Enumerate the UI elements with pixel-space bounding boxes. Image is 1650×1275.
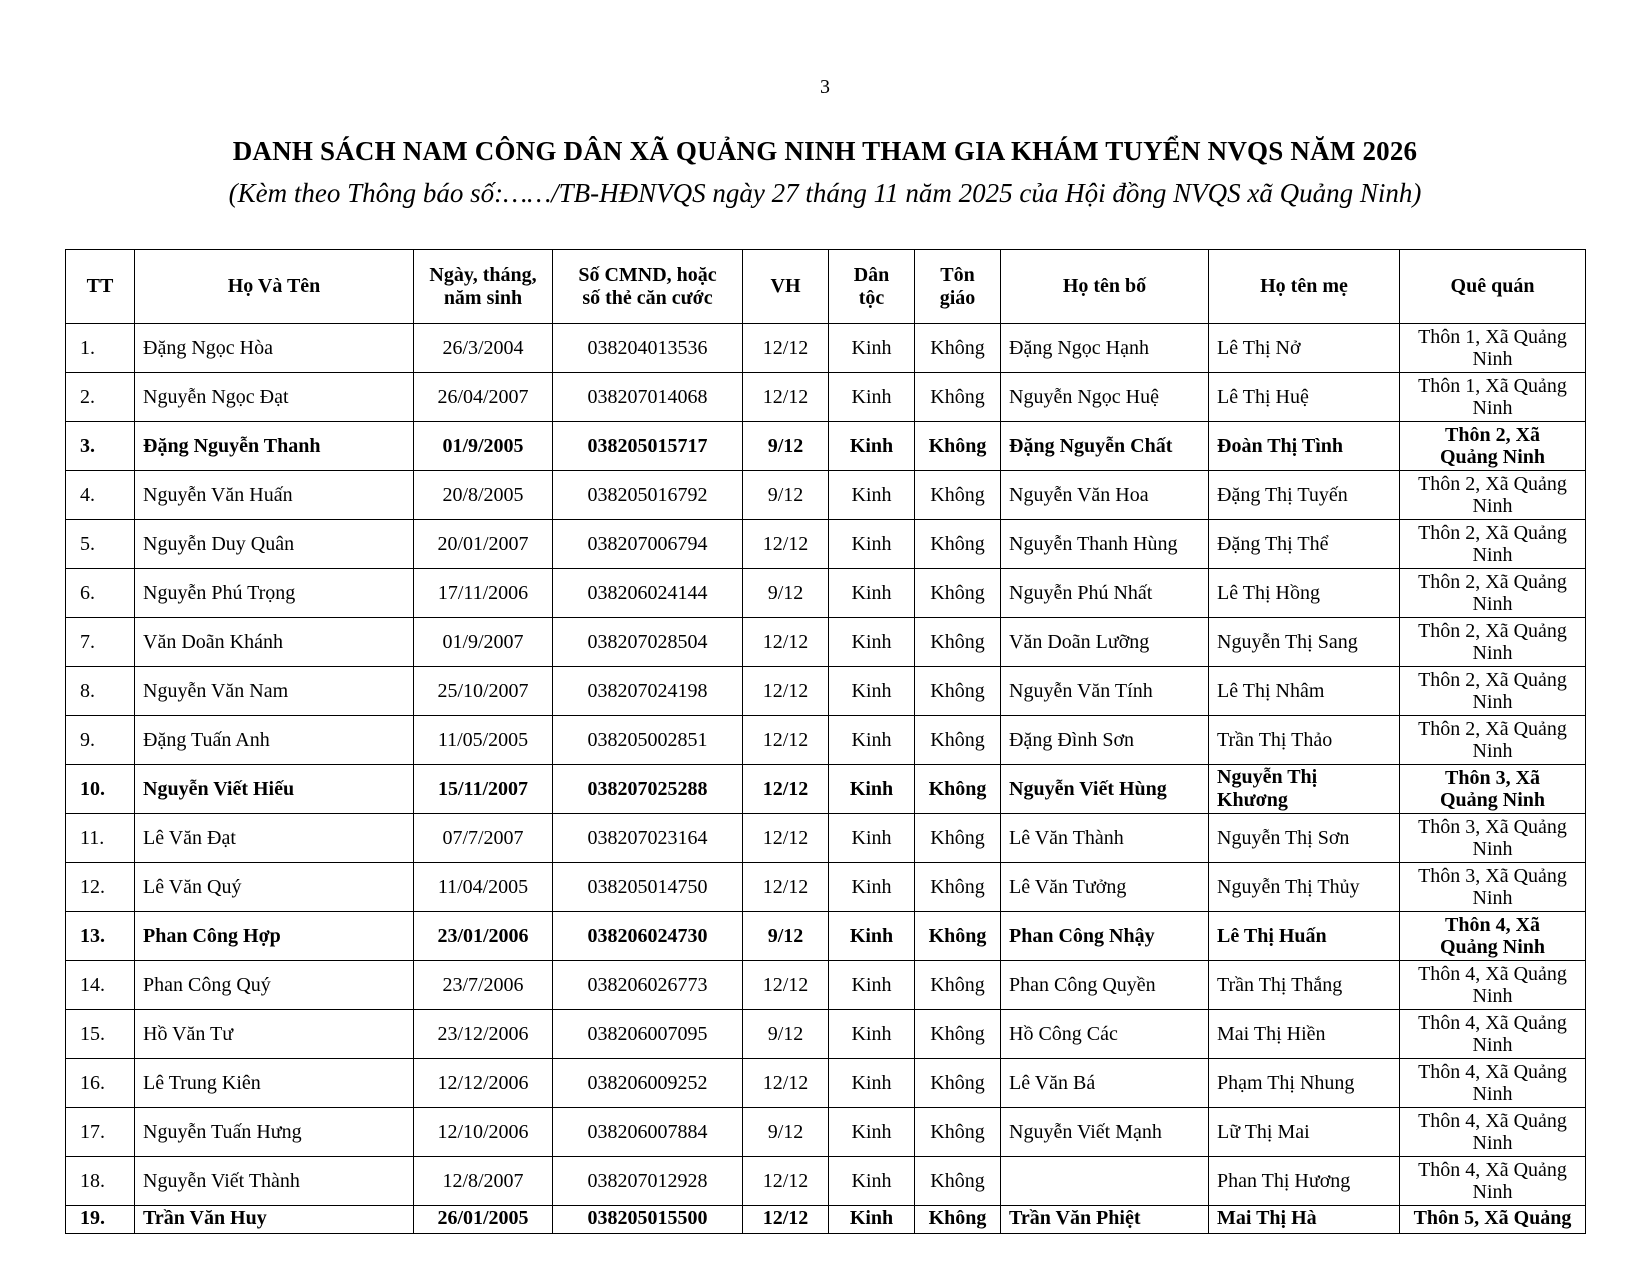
cell-mother: Phan Thị Hương	[1209, 1157, 1400, 1206]
cell-id: 038207024198	[553, 667, 743, 716]
hometown-line-1: Thôn 4, Xã Quảng	[1418, 1061, 1567, 1083]
cell-vh: 9/12	[743, 1010, 829, 1059]
cell-id: 038205015717	[553, 422, 743, 471]
cell-mother: Đặng Thị Thể	[1209, 520, 1400, 569]
cell-father: Đặng Nguyễn Chất	[1001, 422, 1209, 471]
cell-religion: Không	[915, 1108, 1001, 1157]
cell-id: 038206007095	[553, 1010, 743, 1059]
cell-religion: Không	[915, 569, 1001, 618]
header-vh: VH	[743, 250, 829, 324]
hometown-line-1: Thôn 1, Xã Quảng	[1418, 375, 1567, 397]
cell-hometown	[1400, 814, 1586, 863]
cell-father: Nguyễn Thanh Hùng	[1001, 520, 1209, 569]
cell-tt: 16.	[66, 1059, 135, 1108]
cell-hometown	[1400, 961, 1586, 1010]
table-row	[66, 961, 1586, 1010]
cell-dob: 12/12/2006	[414, 1059, 553, 1108]
cell-mother: Trần Thị Thảo	[1209, 716, 1400, 765]
cell-vh: 12/12	[743, 324, 829, 373]
cell-father: Nguyễn Viết Mạnh	[1001, 1108, 1209, 1157]
cell-id: 038206009252	[553, 1059, 743, 1108]
cell-father	[1001, 1157, 1209, 1206]
cell-father: Phan Công Nhậy	[1001, 912, 1209, 961]
cell-name: Phan Công Hợp	[135, 912, 414, 961]
cell-mother: Lê Thị Nhâm	[1209, 667, 1400, 716]
table-row	[66, 373, 1586, 422]
hometown-line-1: Thôn 1, Xã Quảng	[1418, 326, 1567, 348]
cell-name: Lê Văn Quý	[135, 863, 414, 912]
cell-religion: Không	[915, 814, 1001, 863]
cell-hometown	[1400, 1157, 1586, 1206]
cell-tt: 7.	[66, 618, 135, 667]
cell-religion: Không	[915, 912, 1001, 961]
cell-mother: Đặng Thị Tuyến	[1209, 471, 1400, 520]
hometown-line-1: Thôn 4, Xã Quảng	[1418, 1159, 1567, 1181]
cell-hometown	[1400, 569, 1586, 618]
cell-ethnic: Kinh	[829, 863, 915, 912]
cell-mother: Trần Thị Thắng	[1209, 961, 1400, 1010]
cell-ethnic: Kinh	[829, 1157, 915, 1206]
cell-religion: Không	[915, 1010, 1001, 1059]
hometown-line-2: Ninh	[1472, 544, 1513, 566]
cell-mother: Lữ Thị Mai	[1209, 1108, 1400, 1157]
header-ethnic: Dân tộc	[829, 250, 915, 324]
header-tt: TT	[66, 250, 135, 324]
hometown-line-2: Ninh	[1472, 1034, 1513, 1056]
cell-father: Nguyễn Văn Hoa	[1001, 471, 1209, 520]
cell-tt: 10.	[66, 765, 135, 814]
cell-dob: 15/11/2007	[414, 765, 553, 814]
cell-ethnic: Kinh	[829, 1108, 915, 1157]
cell-father: Lê Văn Tưởng	[1001, 863, 1209, 912]
table-row	[66, 422, 1586, 471]
cell-tt: 14.	[66, 961, 135, 1010]
hometown-line-1: Thôn 4, Xã Quảng	[1418, 1012, 1567, 1034]
cell-dob: 01/9/2005	[414, 422, 553, 471]
cell-vh: 12/12	[743, 814, 829, 863]
cell-vh: 12/12	[743, 667, 829, 716]
cell-name: Trần Văn Huy	[135, 1206, 414, 1234]
hometown-line-1: Thôn 2, Xã Quảng	[1418, 620, 1567, 642]
cell-father: Lê Văn Bá	[1001, 1059, 1209, 1108]
cell-religion: Không	[915, 324, 1001, 373]
cell-religion: Không	[915, 618, 1001, 667]
cell-hometown	[1400, 373, 1586, 422]
table-header-row	[66, 250, 1586, 324]
cell-vh: 9/12	[743, 912, 829, 961]
cell-father: Đặng Ngọc Hạnh	[1001, 324, 1209, 373]
cell-ethnic: Kinh	[829, 520, 915, 569]
header-name: Họ Và Tên	[135, 250, 414, 324]
cell-tt: 6.	[66, 569, 135, 618]
cell-religion: Không	[915, 961, 1001, 1010]
table-row	[66, 324, 1586, 373]
hometown-line-1: Thôn 2, Xã Quảng	[1418, 669, 1567, 691]
cell-dob: 26/3/2004	[414, 324, 553, 373]
cell-tt: 5.	[66, 520, 135, 569]
cell-ethnic: Kinh	[829, 667, 915, 716]
table-row	[66, 569, 1586, 618]
cell-name: Nguyễn Văn Huấn	[135, 471, 414, 520]
cell-religion: Không	[915, 422, 1001, 471]
cell-vh: 12/12	[743, 765, 829, 814]
cell-id: 038207028504	[553, 618, 743, 667]
hometown-line-2: Ninh	[1472, 1132, 1513, 1154]
cell-tt: 18.	[66, 1157, 135, 1206]
cell-religion: Không	[915, 1157, 1001, 1206]
cell-vh: 12/12	[743, 863, 829, 912]
cell-religion: Không	[915, 373, 1001, 422]
cell-hometown	[1400, 716, 1586, 765]
hometown-line-2: Ninh	[1472, 1083, 1513, 1105]
table-row	[66, 1108, 1586, 1157]
cell-dob: 23/7/2006	[414, 961, 553, 1010]
cell-name: Nguyễn Tuấn Hưng	[135, 1108, 414, 1157]
cell-ethnic: Kinh	[829, 1059, 915, 1108]
cell-vh: 12/12	[743, 961, 829, 1010]
cell-ethnic: Kinh	[829, 961, 915, 1010]
hometown-line-1: Thôn 4, Xã	[1444, 914, 1541, 936]
cell-mother: Phạm Thị Nhung	[1209, 1059, 1400, 1108]
cell-father: Trần Văn Phiệt	[1001, 1206, 1209, 1234]
cell-name: Văn Doãn Khánh	[135, 618, 414, 667]
cell-id: 038206024144	[553, 569, 743, 618]
cell-id: 038204013536	[553, 324, 743, 373]
cell-name: Nguyễn Văn Nam	[135, 667, 414, 716]
hometown-line-2: Ninh	[1472, 691, 1513, 713]
cell-name: Lê Văn Đạt	[135, 814, 414, 863]
cell-tt: 13.	[66, 912, 135, 961]
hometown-line-1: Thôn 4, Xã Quảng	[1418, 963, 1567, 985]
cell-id: 038205016792	[553, 471, 743, 520]
cell-tt: 2.	[66, 373, 135, 422]
cell-religion: Không	[915, 863, 1001, 912]
cell-father: Phan Công Quyền	[1001, 961, 1209, 1010]
cell-ethnic: Kinh	[829, 618, 915, 667]
cell-dob: 23/12/2006	[414, 1010, 553, 1059]
cell-name: Đặng Nguyễn Thanh	[135, 422, 414, 471]
header-father: Họ tên bố	[1001, 250, 1209, 324]
cell-ethnic: Kinh	[829, 716, 915, 765]
cell-hometown	[1400, 422, 1586, 471]
cell-vh: 12/12	[743, 618, 829, 667]
cell-name: Phan Công Quý	[135, 961, 414, 1010]
cell-tt: 19.	[66, 1206, 135, 1234]
header-mother: Họ tên mẹ	[1209, 250, 1400, 324]
page-number: 3	[820, 76, 830, 98]
hometown-line-2: Ninh	[1472, 642, 1513, 664]
hometown-line-2: Ninh	[1472, 348, 1513, 370]
header-id: Số CMND, hoặc số thẻ căn cước	[553, 250, 743, 324]
cell-hometown	[1400, 324, 1586, 373]
hometown-line-2: Ninh	[1472, 740, 1513, 762]
cell-tt: 11.	[66, 814, 135, 863]
cell-mother: Nguyễn Thị Thủy	[1209, 863, 1400, 912]
cell-ethnic: Kinh	[829, 1206, 915, 1234]
cell-mother: Nguyễn Thị Khương	[1209, 765, 1400, 814]
cell-dob: 17/11/2006	[414, 569, 553, 618]
table-row	[66, 863, 1586, 912]
hometown-line-2: Quảng Ninh	[1439, 936, 1546, 958]
cell-ethnic: Kinh	[829, 814, 915, 863]
table-row	[66, 1206, 1586, 1234]
cell-dob: 11/05/2005	[414, 716, 553, 765]
header-hometown: Quê quán	[1400, 250, 1586, 324]
cell-tt: 12.	[66, 863, 135, 912]
table-row	[66, 765, 1586, 814]
cell-dob: 25/10/2007	[414, 667, 553, 716]
cell-hometown	[1400, 520, 1586, 569]
hometown-line-1: Thôn 2, Xã Quảng	[1418, 522, 1567, 544]
cell-vh: 12/12	[743, 520, 829, 569]
cell-hometown	[1400, 471, 1586, 520]
cell-dob: 20/8/2005	[414, 471, 553, 520]
cell-mother: Mai Thị Hiền	[1209, 1010, 1400, 1059]
cell-mother: Lê Thị Huệ	[1209, 373, 1400, 422]
table-row	[66, 520, 1586, 569]
cell-mother: Nguyễn Thị Sang	[1209, 618, 1400, 667]
cell-name: Đặng Ngọc Hòa	[135, 324, 414, 373]
cell-ethnic: Kinh	[829, 422, 915, 471]
cell-father: Văn Doãn Lưỡng	[1001, 618, 1209, 667]
cell-religion: Không	[915, 765, 1001, 814]
cell-hometown	[1400, 1010, 1586, 1059]
hometown-line-1: Thôn 5, Xã Quảng	[1413, 1207, 1572, 1229]
cell-name: Nguyễn Duy Quân	[135, 520, 414, 569]
cell-id: 038205002851	[553, 716, 743, 765]
cell-dob: 23/01/2006	[414, 912, 553, 961]
cell-name: Nguyễn Ngọc Đạt	[135, 373, 414, 422]
cell-father: Nguyễn Văn Tính	[1001, 667, 1209, 716]
cell-ethnic: Kinh	[829, 569, 915, 618]
cell-hometown	[1400, 912, 1586, 961]
cell-dob: 01/9/2007	[414, 618, 553, 667]
cell-ethnic: Kinh	[829, 765, 915, 814]
cell-id: 038206007884	[553, 1108, 743, 1157]
table-row	[66, 1157, 1586, 1206]
cell-vh: 9/12	[743, 471, 829, 520]
hometown-line-1: Thôn 4, Xã Quảng	[1418, 1110, 1567, 1132]
citizen-list-table	[65, 249, 1586, 1234]
cell-dob: 11/04/2005	[414, 863, 553, 912]
cell-tt: 4.	[66, 471, 135, 520]
cell-dob: 12/10/2006	[414, 1108, 553, 1157]
cell-vh: 12/12	[743, 1059, 829, 1108]
hometown-line-2: Ninh	[1472, 985, 1513, 1007]
cell-mother: Lê Thị Nở	[1209, 324, 1400, 373]
hometown-line-2: Quảng Ninh	[1439, 446, 1546, 468]
cell-hometown	[1400, 618, 1586, 667]
hometown-line-1: Thôn 2, Xã	[1444, 424, 1541, 446]
hometown-line-2: Ninh	[1472, 593, 1513, 615]
hometown-line-2: Ninh	[1472, 838, 1513, 860]
cell-hometown	[1400, 1108, 1586, 1157]
cell-name: Lê Trung Kiên	[135, 1059, 414, 1108]
cell-hometown	[1400, 667, 1586, 716]
hometown-line-2: Ninh	[1472, 495, 1513, 517]
cell-name: Đặng Tuấn Anh	[135, 716, 414, 765]
cell-father: Nguyễn Phú Nhất	[1001, 569, 1209, 618]
cell-name: Hồ Văn Tư	[135, 1010, 414, 1059]
cell-hometown	[1400, 863, 1586, 912]
cell-tt: 9.	[66, 716, 135, 765]
cell-religion: Không	[915, 1059, 1001, 1108]
table-row	[66, 618, 1586, 667]
cell-religion: Không	[915, 471, 1001, 520]
cell-dob: 26/04/2007	[414, 373, 553, 422]
cell-ethnic: Kinh	[829, 912, 915, 961]
table-row	[66, 912, 1586, 961]
hometown-line-2: Ninh	[1472, 397, 1513, 419]
hometown-line-1: Thôn 3, Xã Quảng	[1418, 865, 1567, 887]
cell-vh: 9/12	[743, 569, 829, 618]
cell-religion: Không	[915, 520, 1001, 569]
cell-ethnic: Kinh	[829, 1010, 915, 1059]
cell-id: 038207006794	[553, 520, 743, 569]
cell-tt: 1.	[66, 324, 135, 373]
cell-vh: 12/12	[743, 373, 829, 422]
cell-tt: 3.	[66, 422, 135, 471]
table-row	[66, 1010, 1586, 1059]
cell-mother: Nguyễn Thị Sơn	[1209, 814, 1400, 863]
header-dob: Ngày, tháng, năm sinh	[414, 250, 553, 324]
hometown-line-2: Ninh	[1472, 887, 1513, 909]
cell-mother: Lê Thị Huấn	[1209, 912, 1400, 961]
cell-religion: Không	[915, 667, 1001, 716]
cell-ethnic: Kinh	[829, 373, 915, 422]
cell-hometown	[1400, 765, 1586, 814]
cell-dob: 26/01/2005	[414, 1206, 553, 1234]
cell-id: 038207012928	[553, 1157, 743, 1206]
hometown-line-1: Thôn 3, Xã	[1444, 767, 1541, 789]
cell-vh: 12/12	[743, 1206, 829, 1234]
cell-id: 038206026773	[553, 961, 743, 1010]
hometown-line-2: Ninh	[1472, 1181, 1513, 1203]
table-row	[66, 814, 1586, 863]
cell-name: Nguyễn Viết Hiếu	[135, 765, 414, 814]
cell-vh: 9/12	[743, 422, 829, 471]
cell-hometown	[1400, 1059, 1586, 1108]
table-row	[66, 667, 1586, 716]
cell-father: Hồ Công Các	[1001, 1010, 1209, 1059]
cell-name: Nguyễn Phú Trọng	[135, 569, 414, 618]
cell-ethnic: Kinh	[829, 471, 915, 520]
hometown-line-1: Thôn 2, Xã Quảng	[1418, 718, 1567, 740]
header-religion: Tôn giáo	[915, 250, 1001, 324]
cell-vh: 9/12	[743, 1108, 829, 1157]
hometown-line-1: Thôn 2, Xã Quảng	[1418, 473, 1567, 495]
cell-hometown	[1400, 1206, 1586, 1234]
cell-id: 038205015500	[553, 1206, 743, 1234]
table-row	[66, 716, 1586, 765]
cell-ethnic: Kinh	[829, 324, 915, 373]
cell-id: 038207025288	[553, 765, 743, 814]
cell-mother: Mai Thị Hà	[1209, 1206, 1400, 1234]
cell-dob: 20/01/2007	[414, 520, 553, 569]
hometown-line-1: Thôn 2, Xã Quảng	[1418, 571, 1567, 593]
cell-tt: 8.	[66, 667, 135, 716]
table-body	[66, 324, 1586, 1234]
cell-vh: 12/12	[743, 716, 829, 765]
cell-id: 038207014068	[553, 373, 743, 422]
cell-dob: 12/8/2007	[414, 1157, 553, 1206]
table-row	[66, 1059, 1586, 1108]
cell-tt: 17.	[66, 1108, 135, 1157]
cell-father: Đặng Đình Sơn	[1001, 716, 1209, 765]
cell-name: Nguyễn Viết Thành	[135, 1157, 414, 1206]
cell-father: Nguyễn Ngọc Huệ	[1001, 373, 1209, 422]
cell-vh: 12/12	[743, 1157, 829, 1206]
cell-mother: Lê Thị Hồng	[1209, 569, 1400, 618]
cell-id: 038207023164	[553, 814, 743, 863]
cell-father: Lê Văn Thành	[1001, 814, 1209, 863]
cell-id: 038205014750	[553, 863, 743, 912]
cell-father: Nguyễn Viết Hùng	[1001, 765, 1209, 814]
cell-religion: Không	[915, 1206, 1001, 1234]
document-subtitle: (Kèm theo Thông báo số:……/TB-HĐNVQS ngày 27 tháng 11 năm 2025 của Hội đồng NVQS xã Quảng Ninh)	[228, 178, 1422, 208]
cell-tt: 15.	[66, 1010, 135, 1059]
table-row	[66, 471, 1586, 520]
cell-dob: 07/7/2007	[414, 814, 553, 863]
document-title: DANH SÁCH NAM CÔNG DÂN XÃ QUẢNG NINH THAM GIA KHÁM TUYỂN NVQS NĂM 2026	[232, 136, 1418, 166]
cell-id: 038206024730	[553, 912, 743, 961]
cell-religion: Không	[915, 716, 1001, 765]
hometown-line-2: Quảng Ninh	[1439, 789, 1546, 811]
hometown-line-1: Thôn 3, Xã Quảng	[1418, 816, 1567, 838]
cell-mother: Đoàn Thị Tình	[1209, 422, 1400, 471]
